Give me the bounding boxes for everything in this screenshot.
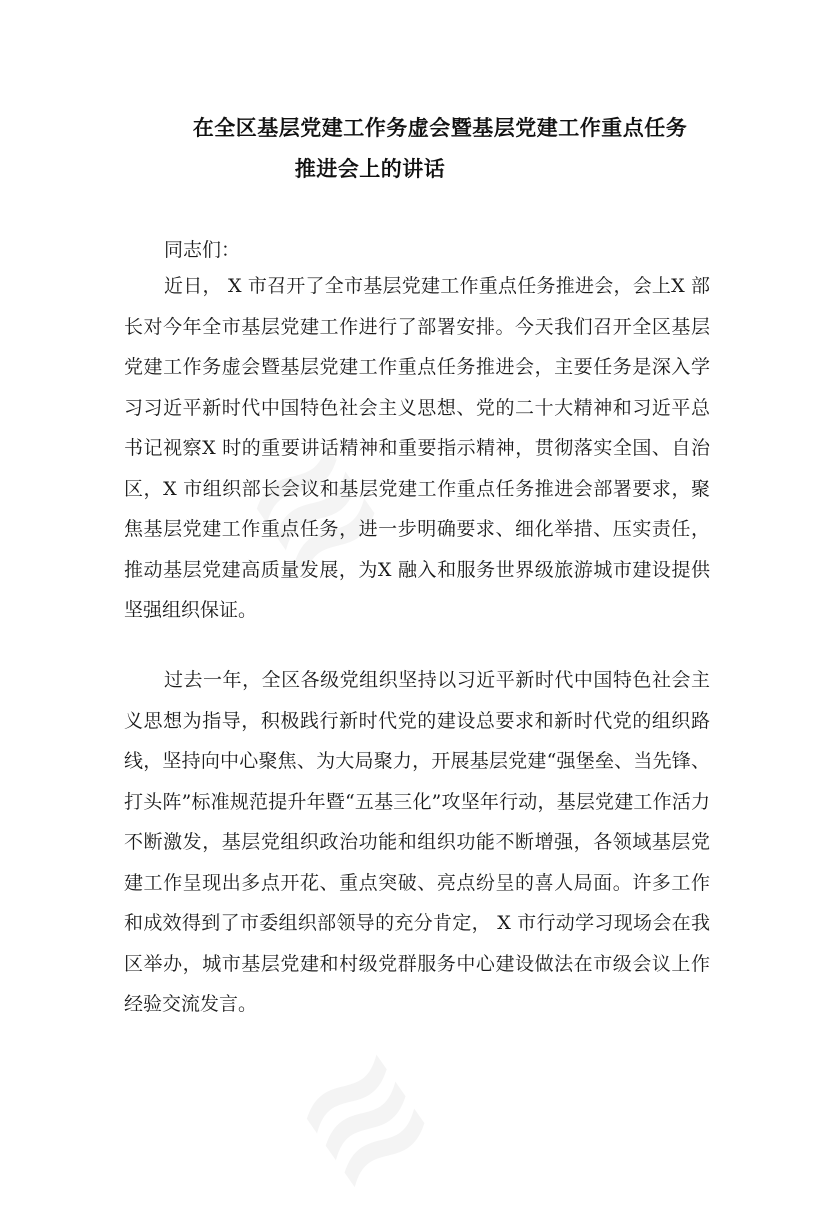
document-title-line-1: 在全区基层党建工作务虚会暨基层党建工作重点任务 — [192, 116, 688, 140]
watermark — [261, 1010, 464, 1224]
greeting: 同志们： — [164, 239, 241, 261]
document-title-line-2: 推进会上的讲话 — [294, 157, 446, 181]
paragraph-1: 近日， X 市召开了全市基层党建工作重点任务推进会，会上X 部长对今年全市基层党建工作进行了部署安排。今天我们召开全区基层党建工作务虚会暨基层党建工作重点任务推进会，主要任务是深入学习习近平新时代中国特色社会主义思想、党的二十大精神和习近平总书记视察X 时的重要讲话精神和重要指示精神，贯彻落实全国、自治区，X 市组织部长会议和基层党建工作重点任务推进会部署要求，聚焦基层党建工作重点任务，进一步明确要求、细化举措、压实责任，推动基层党建高质量发展，为X 融入和服务世界级旅游城市建设提供坚强组织保证。 — [124, 275, 710, 621]
paragraph-2: 过去一年，全区各级党组织坚持以习近平新时代中国特色社会主义思想为指导，积极践行新时代党的建设总要求和新时代党的组织路线，坚持向中心聚焦、为大局聚力，开展基层党建“强堡垒、当先锋、打头阵”标准规范提升年暨“五基三化”攻坚年行动，基层党建工作活力不断激发，基层党组织政治功能和组织功能不断增强，各领域基层党建工作呈现出多点开花、重点突破、亮点纷呈的喜人局面。许多工作和成效得到了市委组织部领导的充分肯定， X 市行动学习现场会在我区举办，城市基层党建和村级党群服务中心建设做法在市级会议上作经验交流发言。 — [124, 669, 710, 1015]
